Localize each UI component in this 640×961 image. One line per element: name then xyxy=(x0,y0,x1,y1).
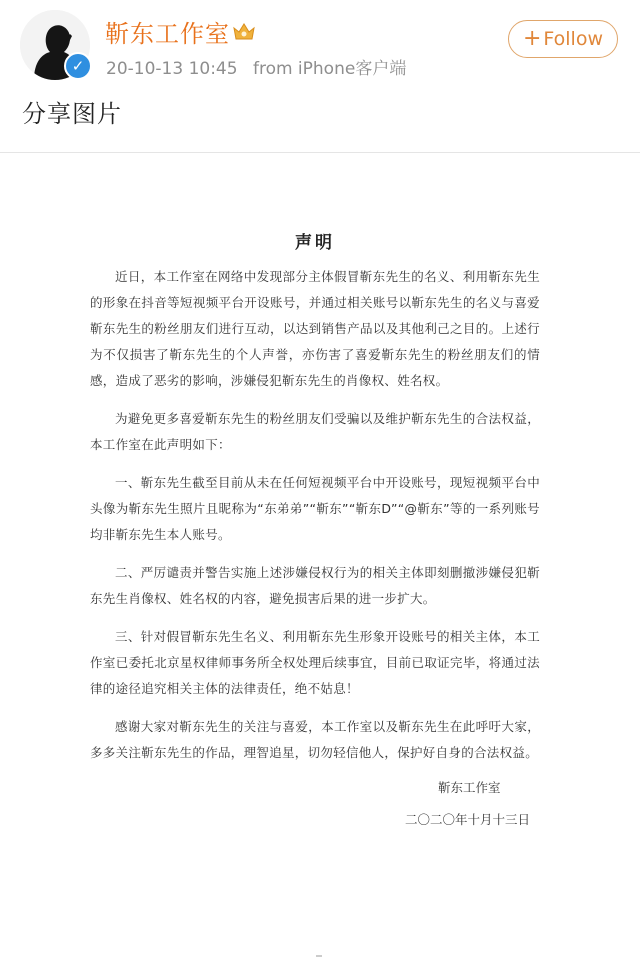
verified-badge-icon: ✓ xyxy=(64,52,92,80)
statement-image[interactable] xyxy=(90,230,540,778)
statement-paragraph-5: 三、针对假冒靳东先生名义、利用靳东先生形象开设账号的相关主体，本工作室已委托北京星权律师事务所全权处理后续事宜，目前已取证完毕，将通过法律的途径追究相关主体的法律责任，绝不姑息！ xyxy=(90,629,540,696)
post-text: 分享图片 xyxy=(22,100,122,128)
scroll-indicator xyxy=(316,955,322,957)
follow-label: Follow xyxy=(543,28,604,50)
statement-paragraph-3: 一、靳东先生截至目前从未在任何短视频平台中开设账号，现短视频平台中头像为靳东先生照片且昵称为“东弟弟”“靳东”“靳东D”“@靳东”等的一系列账号均非靳东先生本人账号。 xyxy=(90,475,540,542)
account-name[interactable]: 靳东工作室 xyxy=(105,20,230,48)
statement-title: 声明 xyxy=(295,233,335,253)
post-source[interactable]: from iPhone客户端 xyxy=(252,59,407,79)
post-header xyxy=(0,0,640,90)
plus-icon: + xyxy=(522,26,542,51)
follow-button[interactable] xyxy=(508,20,618,58)
crown-badge-icon xyxy=(232,20,256,42)
statement-paragraph-6: 感谢大家对靳东先生的关注与喜爱，本工作室以及靳东先生在此呼吁大家，多多关注靳东先生的作品，理智追星，切勿轻信他人，保护好自身的合法权益。 xyxy=(90,719,540,760)
post-timestamp: 20-10-13 10:45 xyxy=(106,59,238,79)
statement-signature: 靳东工作室 xyxy=(438,780,501,795)
statement-paragraph-1: 近日，本工作室在网络中发现部分主体假冒靳东先生的名义、利用靳东先生的形象在抖音等短视频平台开设账号，并通过相关账号以靳东先生的名义与喜爱靳东先生的粉丝朋友们进行互动，以达到销售产品以及其他利己之目的。上述行为不仅损害了靳东先生的个人声誉，亦伤害了喜爱靳东先生的粉丝朋友们的情感，造成了恶劣的影响，涉嫌侵犯靳东先生的肖像权、姓名权。 xyxy=(90,269,540,388)
divider xyxy=(0,152,640,153)
post-meta xyxy=(106,54,406,79)
statement-paragraph-2: 为避免更多喜爱靳东先生的粉丝朋友们受骗以及维护靳东先生的合法权益，本工作室在此声明如下： xyxy=(90,411,540,452)
statement-date: 二〇二〇年十月十三日 xyxy=(405,812,531,827)
statement-paragraph-4: 二、严厉谴责并警告实施上述涉嫌侵权行为的相关主体即刻删撤涉嫌侵犯靳东先生肖像权、姓名权的内容，避免损害后果的进一步扩大。 xyxy=(90,565,540,606)
